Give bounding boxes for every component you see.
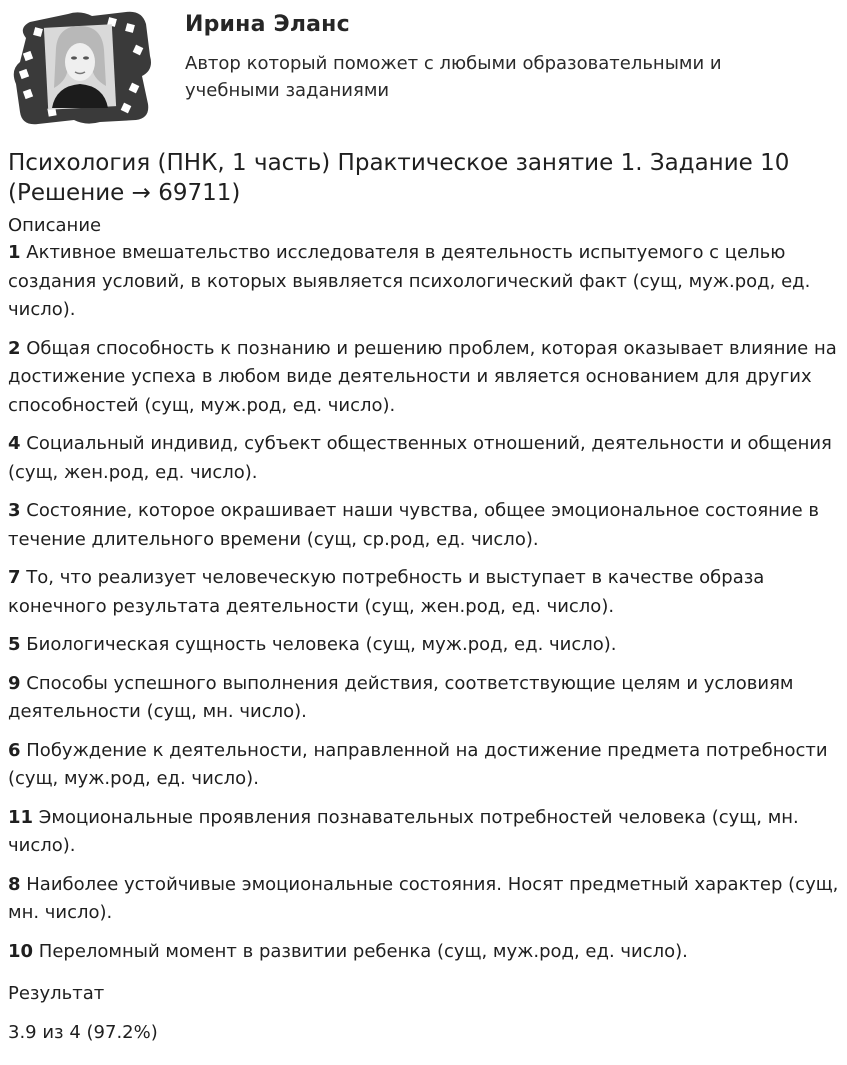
item-number: 11 bbox=[8, 806, 34, 828]
list-item bbox=[8, 430, 840, 487]
list-item bbox=[8, 938, 840, 967]
list-item bbox=[8, 497, 840, 554]
item-text: Эмоциональные проявления познавательных потребностей человека (сущ, мн. число). bbox=[8, 806, 799, 856]
item-number: 3 bbox=[8, 500, 21, 521]
author-name: Ирина Эланс bbox=[185, 12, 350, 37]
item-text: То, что реализует человеческую потребность и выступает в качестве образа конечного результата деятельности (сущ, жен.род, ед. число). bbox=[8, 567, 765, 617]
item-number: 10 bbox=[8, 940, 34, 962]
item-number: 7 bbox=[8, 567, 21, 588]
item-text: Состояние, которое окрашивает наши чувства, общее эмоциональное состояние в течение длительного времени (сущ, ср.род, ед. число). bbox=[8, 500, 820, 550]
item-text: Общая способность к познанию и решению проблем, которая оказывает влияние на достижение успеха в любом виде деятельности и является основанием для других способностей (сущ, муж.род, ед. число). bbox=[8, 337, 837, 416]
item-text: Социальный индивид, субъект общественных отношений, деятельности и общения (сущ, жен.род, ед. число). bbox=[8, 433, 832, 483]
item-text: Биологическая сущность человека (сущ, муж.род, ед. число). bbox=[26, 634, 617, 655]
author-header bbox=[0, 0, 847, 135]
item-number: 4 bbox=[8, 433, 21, 454]
list-item bbox=[8, 670, 840, 727]
list-item bbox=[8, 335, 840, 421]
item-number: 2 bbox=[8, 337, 21, 359]
item-text: Переломный момент в развитии ребенка (сущ, муж.род, ед. число). bbox=[38, 940, 688, 962]
item-text: Активное вмешательство исследователя в деятельность испытуемого с целью создания условий, в которых выявляется психологический факт (сущ, муж.род, ед. число). bbox=[8, 242, 811, 320]
document-body bbox=[8, 148, 840, 1046]
author-avatar bbox=[8, 8, 152, 126]
result-value: 3.9 из 4 (97.2%) bbox=[8, 1022, 158, 1043]
item-text: Наиболее устойчивые эмоциональные состояния. Носят предметный характер (сущ, мн. число). bbox=[8, 873, 839, 923]
items-list bbox=[8, 239, 840, 966]
list-item bbox=[8, 737, 840, 794]
list-item bbox=[8, 631, 840, 660]
item-text: Побуждение к деятельности, направленной на достижение предмета потребности (сущ, муж.род, ед. число). bbox=[8, 739, 828, 789]
list-item bbox=[8, 564, 840, 621]
description-label: Описание bbox=[8, 215, 102, 236]
item-number: 8 bbox=[8, 873, 21, 895]
item-number: 9 bbox=[8, 672, 21, 694]
list-item bbox=[8, 239, 840, 325]
page-title: Психология (ПНК, 1 часть) Практическое занятие 1. Задание 10 (Решение → 69711) bbox=[8, 150, 790, 206]
list-item bbox=[8, 804, 840, 861]
list-item bbox=[8, 871, 840, 928]
item-number: 5 bbox=[8, 634, 21, 655]
result-label: Результат bbox=[8, 983, 105, 1004]
item-number: 1 bbox=[8, 242, 21, 263]
item-text: Способы успешного выполнения действия, соответствующие целям и условиям деятельности (сущ, мн. число). bbox=[8, 672, 794, 722]
author-description: Автор который поможет с любыми образовательными и учебными заданиями bbox=[185, 53, 722, 101]
item-number: 6 bbox=[8, 739, 21, 761]
